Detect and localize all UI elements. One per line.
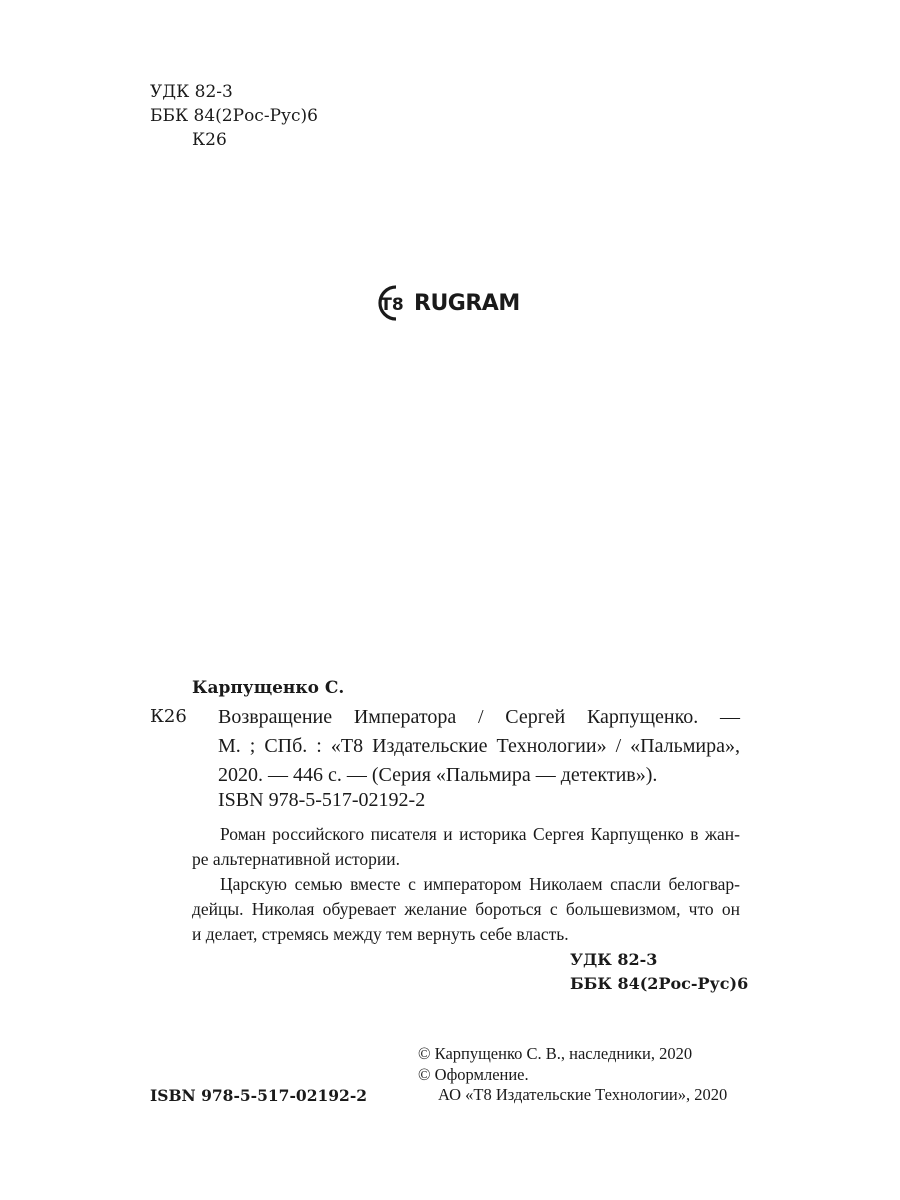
biblio-line: 2020. — 446 с. — (Серия «Пальмира — детектив»). xyxy=(218,764,658,786)
copyright-author: © Карпущенко С. В., наследники, 2020 xyxy=(418,1044,693,1063)
publisher-logo xyxy=(370,283,520,323)
record-isbn: ISBN 978-5-517-02192-2 xyxy=(218,789,426,811)
author-mark-top: К26 xyxy=(192,130,227,150)
record-udk: УДК 82-3 xyxy=(570,950,658,969)
record-bbk: ББК 84(2Рос-Рус)6 xyxy=(570,974,749,993)
t8-badge-icon xyxy=(370,283,410,323)
annotation-line: дейцы. Николая обуревает желание бороться с большевизмом, что он xyxy=(192,899,740,919)
bbk-top: ББК 84(2Рос-Рус)6 xyxy=(150,106,318,126)
copyright-design: © Оформление. xyxy=(418,1065,529,1084)
udk-top: УДК 82-3 xyxy=(150,82,233,102)
annotation xyxy=(192,822,740,947)
biblio-line: Возвращение Императора / Сергей Карпущенко. — xyxy=(218,706,740,728)
bibliographic-description xyxy=(218,703,740,790)
logo-badge-text: T8 xyxy=(380,295,404,315)
annotation-line: ре альтернативной истории. xyxy=(192,849,400,869)
annotation-line: Царскую семью вместе с императором Николаем спасли белогвар- xyxy=(220,874,740,894)
record-author-mark: К26 xyxy=(150,706,187,727)
annotation-line: Роман российского писателя и историка Сергея Карпущенко в жан- xyxy=(220,824,740,844)
footer-isbn: ISBN 978-5-517-02192-2 xyxy=(150,1086,368,1105)
biblio-line: М. ; СПб. : «Т8 Издательские Технологии» / «Пальмира», xyxy=(218,735,740,757)
annotation-line: и делает, стремясь между тем вернуть себе власть. xyxy=(192,924,569,944)
logo-text: RUGRAM xyxy=(414,290,520,316)
record-author: Карпущенко С. xyxy=(192,678,345,698)
copyright-publisher: АО «Т8 Издательские Технологии», 2020 xyxy=(438,1085,728,1104)
